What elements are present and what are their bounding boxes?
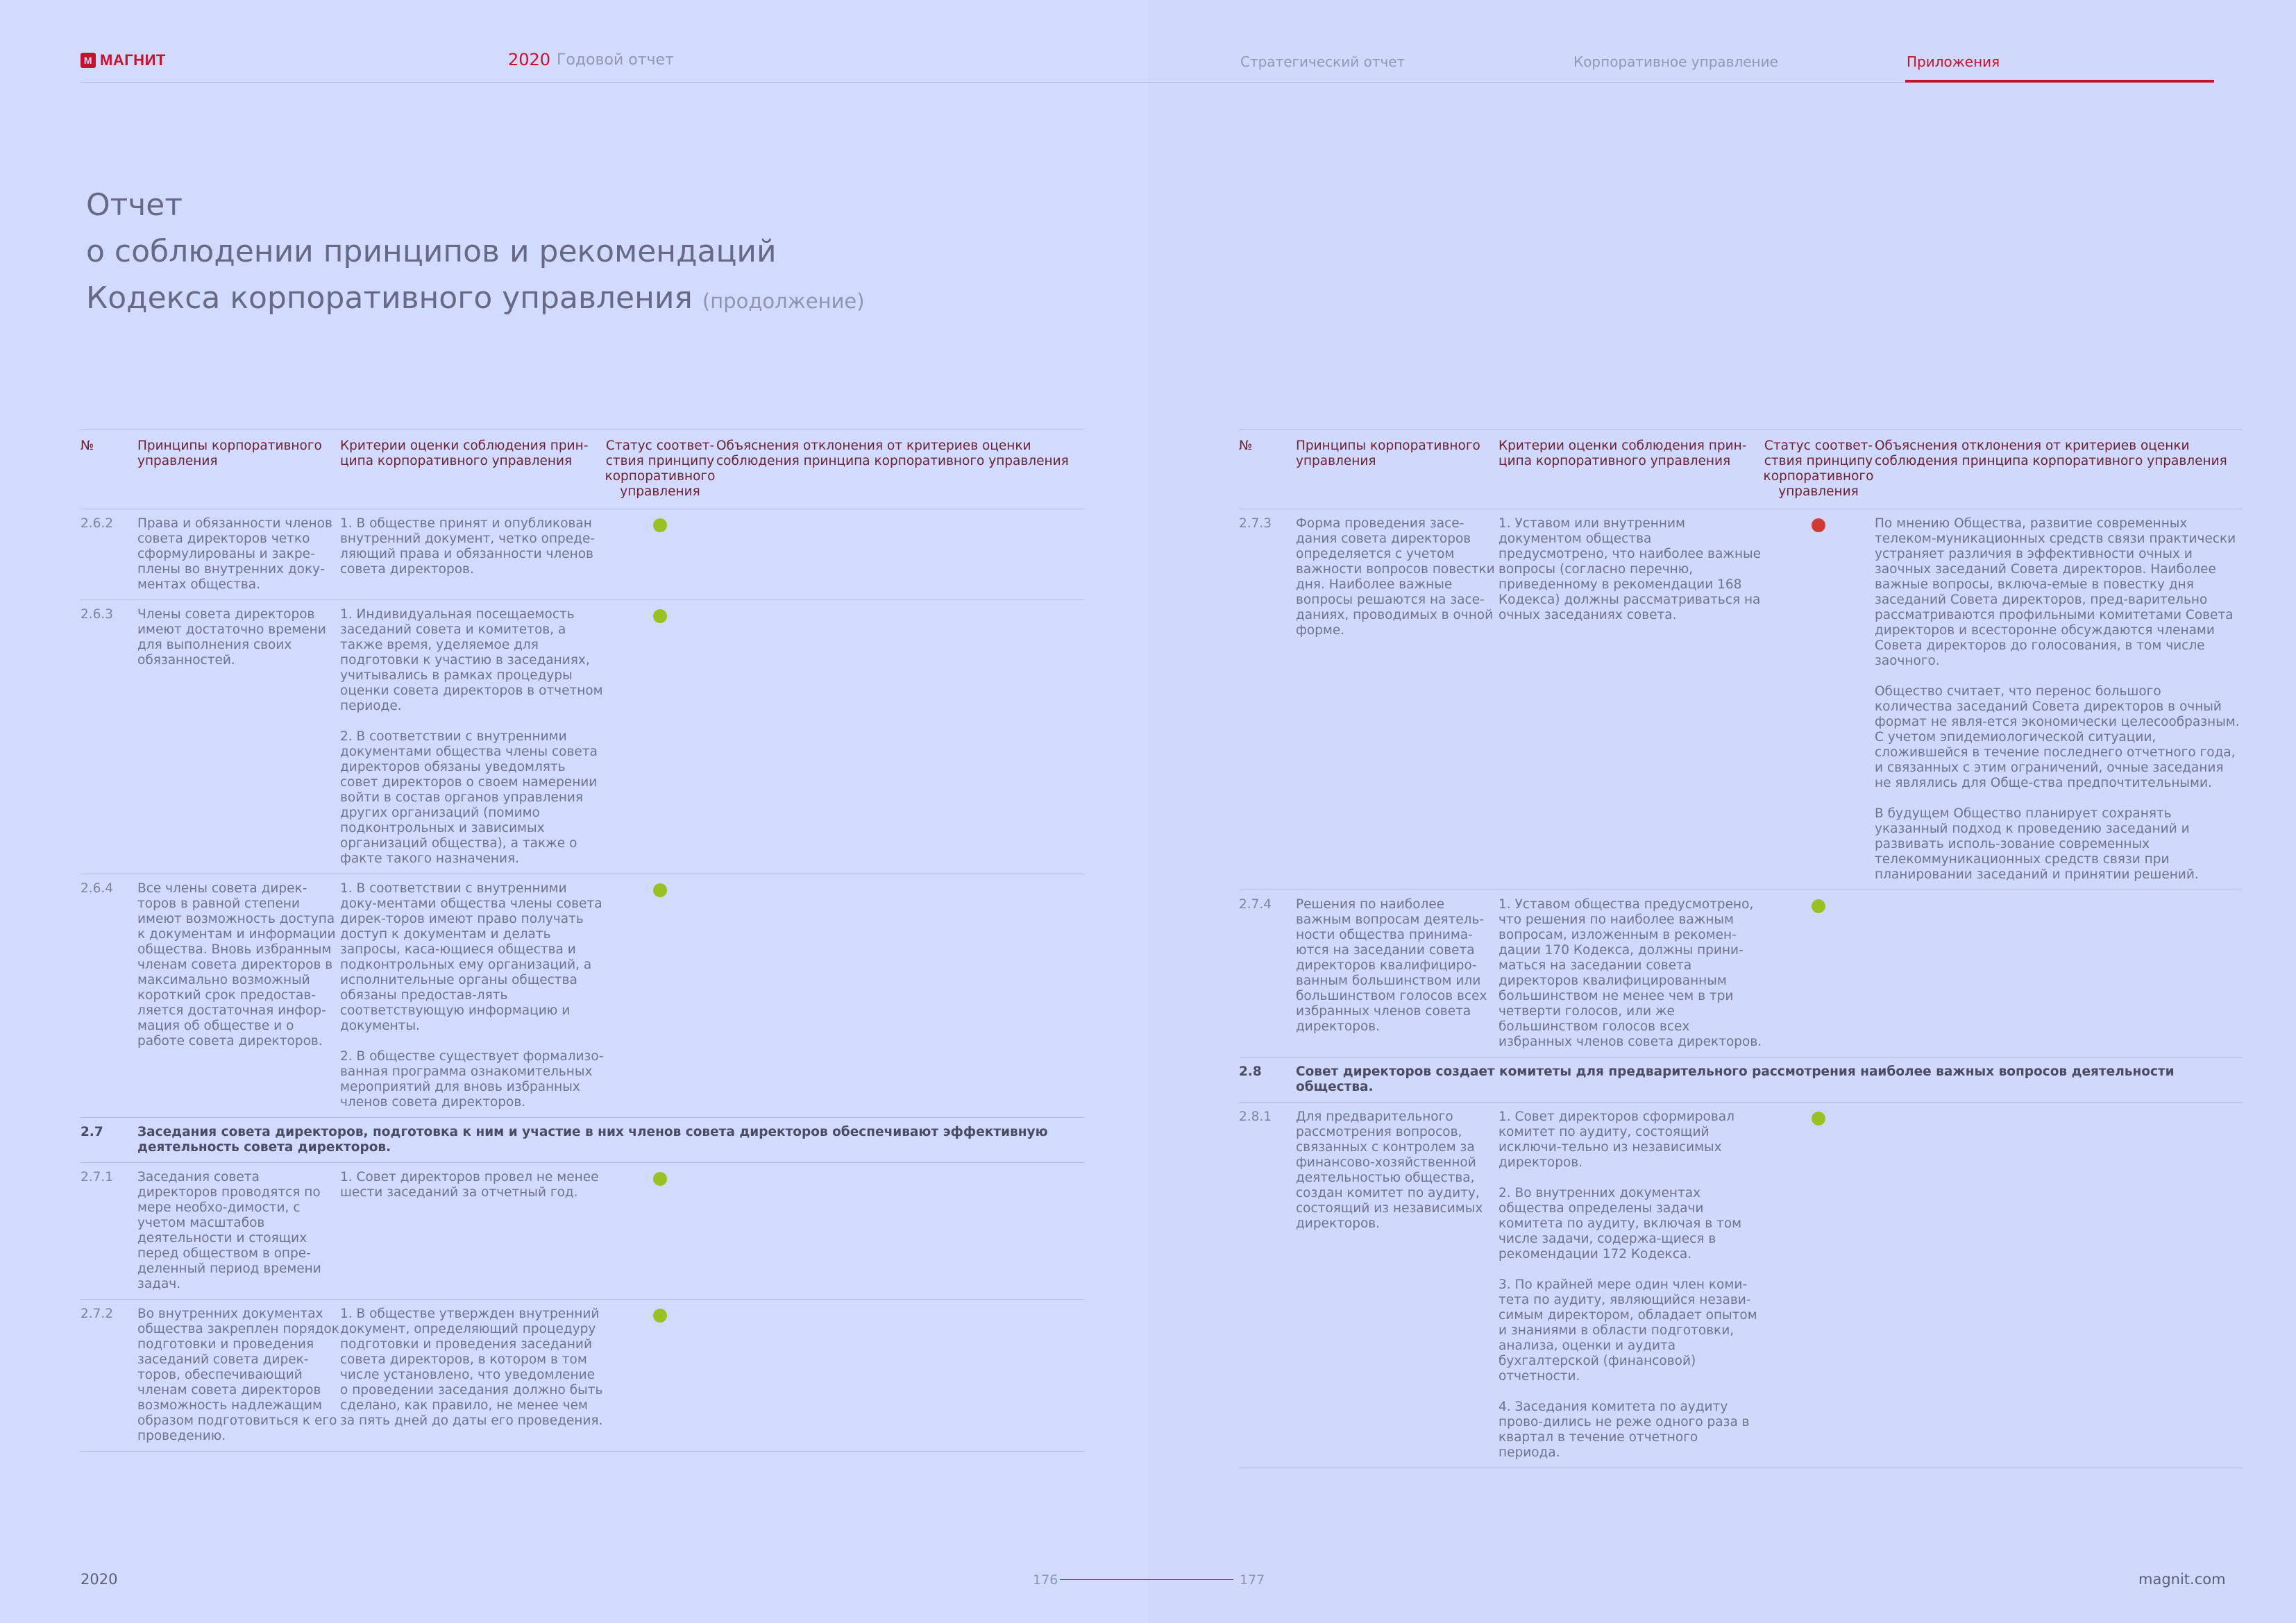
explanation-cell xyxy=(716,874,1084,1118)
criteria-paragraph: 1. В обществе утвержден внутренний документ, определяющий процедуру подготовки и проведения заседаний совета директоров, в котором в том числе установлено, что уведомление о проведении заседания должно быть сделано, как правило, не менее чем за пять дней до даты его проведения. xyxy=(340,1307,603,1428)
explanation-paragraph: В будущем Общество планирует сохранять указанный подход к проведению заседаний и развивать исполь-зование современных телекоммуникационных средств связи при планировании заседаний и принятии решений. xyxy=(1875,806,2199,882)
title-line-3: Кодекса корпоративного управления xyxy=(86,280,693,316)
explanation-paragraph: По мнению Общества, развитие современных телеком-муникационных средств связи практически устраняет различия в эффективности очных и заочных заседаний Совета директоров. Наиболее важные вопросы, включа-емые в повестку дня заседаний Совета директоров, пред-варительно рассматриваются профильными комитетами Совета директоров и всесторонне обсуждаются членами Совета директоров до голосования, в том числе заочного. xyxy=(1875,516,2236,668)
compliance-table-left xyxy=(81,429,1084,1452)
row-number: 2.7.4 xyxy=(1239,897,1272,912)
header-status: Статус соответ-ствия принципу корпоративного управления xyxy=(1763,439,1874,499)
status-cell xyxy=(604,874,716,1118)
principle-text: Решения по наиболее важным вопросам деятель-ности общества принима-ются на заседании совета директоров квалифициро-ванным большинством или большинством голосов всех избранных членов совета директоров. xyxy=(1296,897,1487,1034)
table-row xyxy=(81,874,1084,1118)
criteria-paragraph: 2. Во внутренних документах общества определены задачи комитета по аудиту, включая в том числе задачи, содержа-щиеся в рекомендации 172 Кодекса. xyxy=(1499,1186,1742,1261)
header-year: 2020 xyxy=(508,50,551,69)
row-number: 2.7.2 xyxy=(81,1307,114,1321)
table-body-right xyxy=(1239,509,2243,1468)
nav-active-underline xyxy=(1905,80,2214,83)
criteria-paragraph: 1. Уставом общества предусмотрено, что решения по наиболее важным вопросам, изложенным в рекомен-дации 170 Кодекса, должны прини-маться на заседании совета директоров квалифицированным большинством не менее чем в три четверти голосов, или же большинством голосов всех избранных членов совета директоров. xyxy=(1499,897,1762,1049)
status-cell xyxy=(1762,890,1875,1057)
header-criteria: Критерии оценки соблюдения прин-ципа корпоративного управления xyxy=(1499,439,1747,468)
criteria-paragraph: 1. В соответствии с внутренними доку-ментами общества члены совета дирек-торов имеют право получать доступ к документам и делать запросы, каса-ющиеся общества и подконтрольных ему организаций, а исполнительные органы общества обязаны предостав-лять соответствующую информацию и документы. xyxy=(340,881,602,1033)
footer-site-link[interactable]: magnit.com xyxy=(2138,1571,2226,1588)
page-number-left: 176 xyxy=(1033,1572,1058,1588)
criteria-paragraph: 2. В обществе существует формализо-ванная программа ознакомительных мероприятий для вновь избранных членов совета директоров. xyxy=(340,1049,604,1110)
status-cell xyxy=(604,509,716,600)
header-explanation: Объяснения отклонения от критериев оценки соблюдения принципа корпоративного управления xyxy=(1875,439,2227,468)
table-row xyxy=(81,1163,1084,1300)
criteria-cell xyxy=(340,1300,604,1452)
page-title xyxy=(86,182,865,325)
criteria-paragraph: 2. В соответствии с внутренними документами общества члены совета директоров обязаны уведомлять совет директоров о своем намерении войти в состав органов управления других организаций (помимо подконтрольных и зависимых организаций общества), а также о факте такого назначения. xyxy=(340,729,598,866)
section-row xyxy=(81,1118,1084,1163)
explanation-cell xyxy=(1875,509,2243,890)
criteria-paragraph: 1. Индивидуальная посещаемость заседаний совета и комитетов, а также время, уделяемое для подготовки к участию в заседаниях, учитывались в рамках процедуры оценки совета директоров в отчетном периоде. xyxy=(340,607,603,713)
status-cell xyxy=(1762,1103,1875,1468)
row-number: 2.7.1 xyxy=(81,1170,114,1184)
explanation-cell xyxy=(716,1163,1084,1300)
row-number: 2.6.2 xyxy=(81,516,114,531)
principle-text: Члены совета директоров имеют достаточно времени для выполнения своих обязанностей. xyxy=(137,607,326,668)
section-title: Совет директоров создает комитеты для предварительного рассмотрения наиболее важных вопросов деятельности общества. xyxy=(1296,1064,2175,1094)
section-number: 2.7 xyxy=(81,1125,103,1139)
principle-text: Форма проведения засе-дания совета директоров определяется с учетом важности вопросов повестки дня. Наиболее важные вопросы решаются на засе-даниях, проводимых в очной форме. xyxy=(1296,516,1495,638)
table-header-row xyxy=(81,430,1084,509)
explanation-cell xyxy=(716,509,1084,600)
nav-corporate-governance[interactable]: Корпоративное управление xyxy=(1573,53,1778,70)
title-line-2: о соблюдении принципов и рекомендаций xyxy=(86,234,777,269)
criteria-paragraph: 3. По крайней мере один член коми-тета по аудиту, являющийся незави-симым директором, обладает опытом и знаниями в области подготовки, анализа, оценки и аудита бухгалтерской (финансовой) отчетности. xyxy=(1499,1277,1757,1384)
status-green-dot-icon xyxy=(653,609,667,623)
status-cell xyxy=(604,1300,716,1452)
principle-text: Для предварительного рассмотрения вопросов, связанных с контролем за финансово-хозяйственной деятельностью общества, создан комитет по аудиту, состоящий из независимых директоров. xyxy=(1296,1110,1483,1231)
status-green-dot-icon xyxy=(653,883,667,897)
status-green-dot-icon xyxy=(1812,899,1825,913)
nav-appendices[interactable]: Приложения xyxy=(1907,53,2000,70)
title-continued: (продолжение) xyxy=(702,289,865,313)
header-num: № xyxy=(81,439,94,453)
status-green-dot-icon xyxy=(653,1309,667,1323)
table-row xyxy=(1239,1103,2243,1468)
header-explanation: Объяснения отклонения от критериев оценки соблюдения принципа корпоративного управления xyxy=(716,439,1069,468)
header-num: № xyxy=(1239,439,1253,453)
status-green-dot-icon xyxy=(653,518,667,532)
section-row xyxy=(1239,1057,2243,1103)
status-red-dot-icon xyxy=(1812,518,1825,532)
explanation-cell xyxy=(716,600,1084,874)
header-report-title: Годовой отчет xyxy=(557,51,674,69)
principle-text: Во внутренних документах общества закреплен порядок подготовки и проведения заседаний совета дирек-торов, обеспечивающий членам совета директоров возможность надлежащим образом подготовиться к его проведению. xyxy=(137,1307,339,1443)
criteria-cell xyxy=(340,600,604,874)
criteria-paragraph: 4. Заседания комитета по аудиту прово-дились не реже одного раза в квартал в течение отчетного периода. xyxy=(1499,1400,1750,1460)
status-cell xyxy=(604,600,716,874)
principle-text: Заседания совета директоров проводятся по мере необхо-димости, с учетом масштабов деятельности и стоящих перед обществом в опре-деленный период времени задач. xyxy=(137,1170,321,1291)
title-line-1: Отчет xyxy=(86,187,183,223)
header-divider-left xyxy=(81,82,1148,83)
explanation-paragraph: Общество считает, что перенос большого количества заседаний Совета директоров в очный формат не явля-ется экономически целесообразным. С учетом эпидемиологической ситуации, сложившейся в течение последнего отчетного года, и связанных с этим ограничений, очные заседания не являлись для Обще-ства предпочтительными. xyxy=(1875,684,2240,790)
status-green-dot-icon xyxy=(653,1172,667,1186)
status-cell xyxy=(604,1163,716,1300)
criteria-cell xyxy=(1499,890,1762,1057)
criteria-paragraph: 1. Совет директоров сформировал комитет по аудиту, состоящий исключи-тельно из независимых директоров. xyxy=(1499,1110,1734,1170)
criteria-cell xyxy=(1499,509,1762,890)
table-row xyxy=(1239,890,2243,1057)
row-number: 2.7.3 xyxy=(1239,516,1272,531)
compliance-table-right xyxy=(1239,429,2243,1468)
criteria-paragraph: 1. Совет директоров провел не менее шести заседаний за отчетный год. xyxy=(340,1170,599,1200)
table-body-left xyxy=(81,509,1084,1452)
page-number-right: 177 xyxy=(1240,1572,1265,1588)
table-header-row xyxy=(1239,430,2243,509)
table-row xyxy=(81,509,1084,600)
footer-year: 2020 xyxy=(81,1571,118,1588)
nav-strategic-report[interactable]: Стратегический отчет xyxy=(1240,53,1406,70)
criteria-paragraph: 1. Уставом или внутренним документом общества предусмотрено, что наиболее важные вопросы (согласно перечню, приведенному в рекомендации 168 Кодекса) должны рассматриваться на очных заседаниях совета. xyxy=(1499,516,1762,622)
criteria-paragraph: 1. В обществе принят и опубликован внутренний документ, четко опреде-ляющий права и обязанности членов совета директоров. xyxy=(340,516,596,577)
section-number: 2.8 xyxy=(1239,1064,1262,1079)
magnit-logo-icon: M xyxy=(81,53,96,68)
header-criteria: Критерии оценки соблюдения прин-ципа корпоративного управления xyxy=(340,439,589,468)
explanation-cell xyxy=(716,1300,1084,1452)
table-row xyxy=(1239,509,2243,890)
criteria-cell xyxy=(340,874,604,1118)
criteria-cell xyxy=(340,509,604,600)
principle-text: Права и обязанности членов совета директоров четко сформулированы и закре-плены во внутренних доку-ментах общества. xyxy=(137,516,332,592)
logo-text: МАГНИТ xyxy=(100,51,166,69)
header-status: Статус соответ-ствия принципу корпоративного управления xyxy=(605,439,716,499)
section-title: Заседания совета директоров, подготовка к ним и участие в них членов совета директоров обеспечивают эффективную деятельность совета директоров. xyxy=(137,1125,1048,1155)
table-row xyxy=(81,600,1084,874)
footer-page-divider xyxy=(1060,1579,1233,1580)
explanation-cell xyxy=(1875,1103,2243,1468)
header-principles: Принципы корпоративного управления xyxy=(137,439,322,468)
criteria-cell xyxy=(1499,1103,1762,1468)
criteria-cell xyxy=(340,1163,604,1300)
principle-text: Все члены совета дирек-торов в равной степени имеют возможность доступа к документам и информации общества. Вновь избранным членам совета директоров в максимально возможный короткий срок предостав-ляется достаточная инфор-мация об обществе и о работе совета директоров. xyxy=(137,881,336,1048)
row-number: 2.8.1 xyxy=(1239,1110,1272,1124)
row-number: 2.6.3 xyxy=(81,607,114,622)
header-principles: Принципы корпоративного управления xyxy=(1296,439,1480,468)
magnit-logo[interactable] xyxy=(81,51,166,69)
table-row xyxy=(81,1300,1084,1452)
row-number: 2.6.4 xyxy=(81,881,114,896)
status-green-dot-icon xyxy=(1812,1112,1825,1125)
explanation-cell xyxy=(1875,890,2243,1057)
status-cell xyxy=(1762,509,1875,890)
